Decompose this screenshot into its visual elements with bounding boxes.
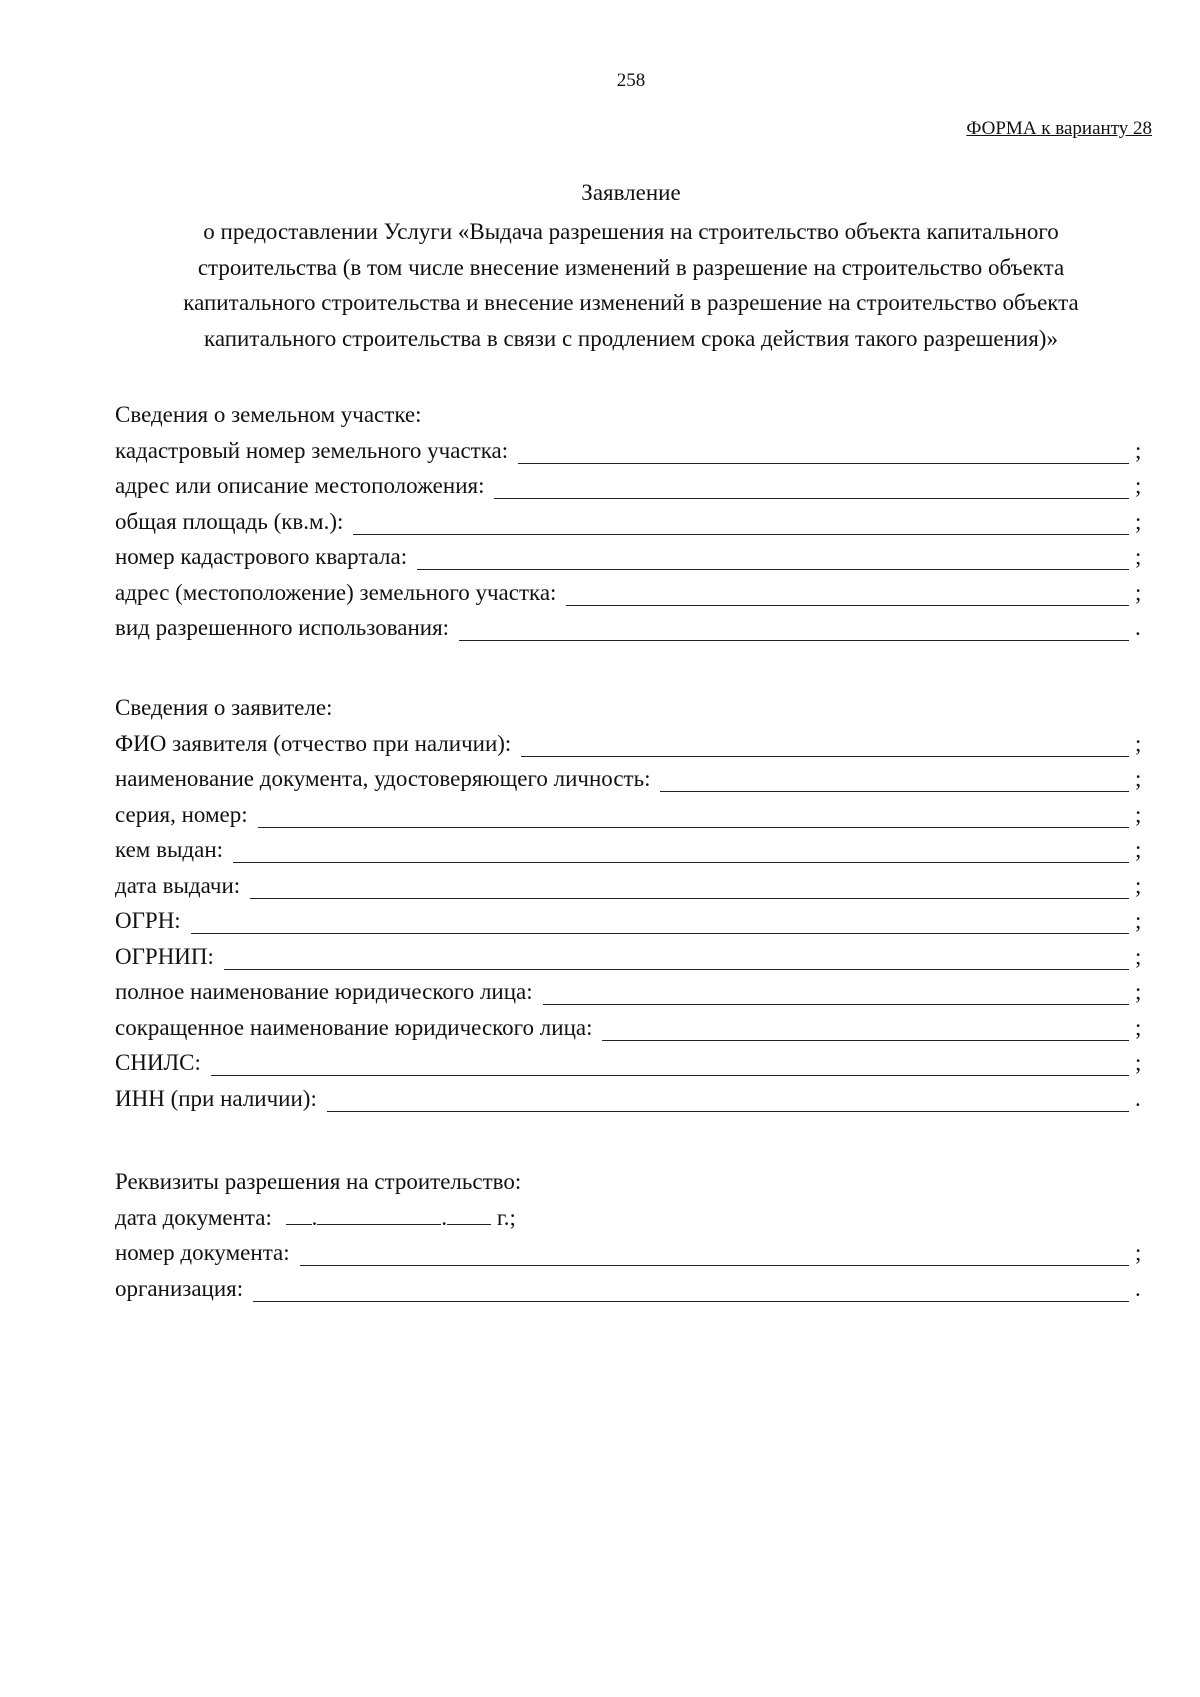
field-terminator: .: [1135, 615, 1141, 640]
field-label: ИНН (при наличии):: [115, 1085, 317, 1111]
organization-field[interactable]: [253, 1279, 1129, 1302]
legal-entity-full-name-row: [115, 974, 1145, 1010]
location-description-row: [115, 468, 1145, 504]
land-address-row: [115, 575, 1145, 611]
field-label: адрес (местоположение) земельного участка:: [115, 579, 557, 605]
total-area-row: [115, 504, 1145, 540]
applicant-name-row: [115, 726, 1145, 762]
field-terminator: ;: [1135, 908, 1142, 933]
ogrn-row: [115, 903, 1145, 939]
field-label: дата выдачи:: [115, 872, 241, 898]
document-title: Заявление: [581, 180, 681, 205]
field-label: ОГРН:: [115, 908, 181, 933]
applicant-name-field[interactable]: [521, 734, 1129, 757]
total-area-field[interactable]: [353, 512, 1129, 535]
field-label: СНИЛС:: [115, 1050, 201, 1075]
applicant-heading: Сведения о заявителе:: [115, 695, 333, 720]
field-terminator: ;: [1135, 508, 1142, 534]
field-terminator: ;: [1135, 1050, 1142, 1075]
legal-entity-full-name-field[interactable]: [543, 982, 1129, 1005]
field-label: серия, номер:: [115, 801, 248, 827]
field-label: организация:: [115, 1275, 244, 1301]
legal-entity-short-name-field[interactable]: [602, 1018, 1129, 1041]
field-label: общая площадь (кв.м.):: [115, 508, 344, 534]
field-label: вид разрешенного использования:: [115, 615, 450, 640]
field-label: адрес или описание местоположения:: [115, 473, 485, 498]
snils-field[interactable]: [211, 1053, 1129, 1076]
field-label: сокращенное наименование юридического лица:: [115, 1014, 593, 1040]
field-label: кадастровый номер земельного участка:: [115, 437, 509, 463]
permitted-use-field[interactable]: [459, 618, 1129, 641]
inn-row: [115, 1081, 1145, 1117]
field-label: ФИО заявителя (отчество при наличии):: [115, 730, 512, 756]
location-description-field[interactable]: [494, 476, 1129, 499]
land-section: [115, 397, 1145, 646]
field-terminator: ;: [1135, 579, 1142, 605]
date-month-field[interactable]: [317, 1206, 441, 1225]
field-terminator: ;: [1135, 837, 1142, 862]
id-document-field[interactable]: [660, 769, 1129, 792]
issue-date-field[interactable]: [250, 876, 1129, 899]
permit-heading: Реквизиты разрешения на строительство:: [115, 1169, 522, 1194]
field-label: номер кадастрового квартала:: [115, 544, 408, 569]
page-number: 258: [616, 70, 646, 91]
subtitle-line: капитального строительства в связи с продлением срока действия такого разрешения)»: [204, 325, 1058, 351]
snils-row: [115, 1045, 1145, 1081]
cadastral-number-field[interactable]: [518, 441, 1129, 464]
field-terminator: ;: [1135, 473, 1142, 498]
date-separator: .: [311, 1204, 318, 1230]
field-terminator: ;: [1135, 1014, 1142, 1040]
cadastral-number-row: [115, 433, 1145, 469]
series-number-field[interactable]: [258, 805, 1129, 828]
document-date-row: [115, 1200, 1145, 1236]
document-number-field[interactable]: [300, 1243, 1129, 1266]
document-number-row: [115, 1235, 1145, 1271]
land-heading: Сведения о земельном участке:: [115, 402, 422, 427]
field-label: кем выдан:: [115, 837, 224, 862]
field-label: ОГРНИП:: [115, 943, 214, 969]
permitted-use-row: [115, 610, 1145, 646]
subtitle-line: капитального строительства и внесение изменений в разрешение на строительство объекта: [183, 290, 1079, 315]
series-number-row: [115, 797, 1145, 833]
issue-date-row: [115, 868, 1145, 904]
cadastral-quarter-row: [115, 539, 1145, 575]
field-terminator: .: [1135, 1085, 1141, 1111]
field-label: наименование документа, удостоверяющего личность:: [115, 766, 651, 791]
subtitle-line: строительства (в том числе внесение изменений в разрешение на строительство объекта: [197, 254, 1065, 280]
ogrn-field[interactable]: [191, 911, 1129, 934]
field-terminator: .: [1135, 1275, 1141, 1301]
inn-field[interactable]: [327, 1089, 1129, 1112]
field-terminator: ;: [1135, 979, 1142, 1004]
field-terminator: ;: [1135, 1240, 1142, 1265]
field-terminator: ;: [1135, 943, 1142, 969]
subtitle-line: о предоставлении Услуги «Выдача разрешения на строительство объекта капитального: [203, 219, 1059, 244]
field-terminator: ;: [1135, 544, 1142, 569]
issued-by-row: [115, 832, 1145, 868]
organization-row: [115, 1271, 1145, 1307]
field-label: полное наименование юридического лица:: [115, 979, 533, 1004]
legal-entity-short-name-row: [115, 1010, 1145, 1046]
date-day-field[interactable]: [286, 1206, 312, 1225]
date-year-field[interactable]: [447, 1206, 491, 1225]
field-terminator: ;: [1135, 766, 1142, 791]
ogrnip-field[interactable]: [224, 947, 1129, 970]
ogrnip-row: [115, 939, 1145, 975]
form-reference: ФОРМА к варианту 28: [966, 118, 1152, 139]
applicant-section: [115, 690, 1145, 1116]
cadastral-quarter-field[interactable]: [417, 547, 1129, 570]
field-terminator: ;: [1135, 437, 1142, 463]
id-document-row: [115, 761, 1145, 797]
field-label: дата документа:: [115, 1204, 272, 1230]
date-separator: .: [441, 1204, 448, 1230]
field-label: номер документа:: [115, 1240, 290, 1265]
issued-by-field[interactable]: [233, 840, 1129, 863]
field-terminator: ;: [1135, 801, 1142, 827]
land-address-field[interactable]: [566, 583, 1129, 606]
field-terminator: ;: [1135, 730, 1142, 756]
permit-section: [115, 1164, 1145, 1306]
date-suffix: г.;: [496, 1204, 516, 1230]
field-terminator: ;: [1135, 872, 1142, 898]
document-subtitle: [150, 214, 1112, 356]
